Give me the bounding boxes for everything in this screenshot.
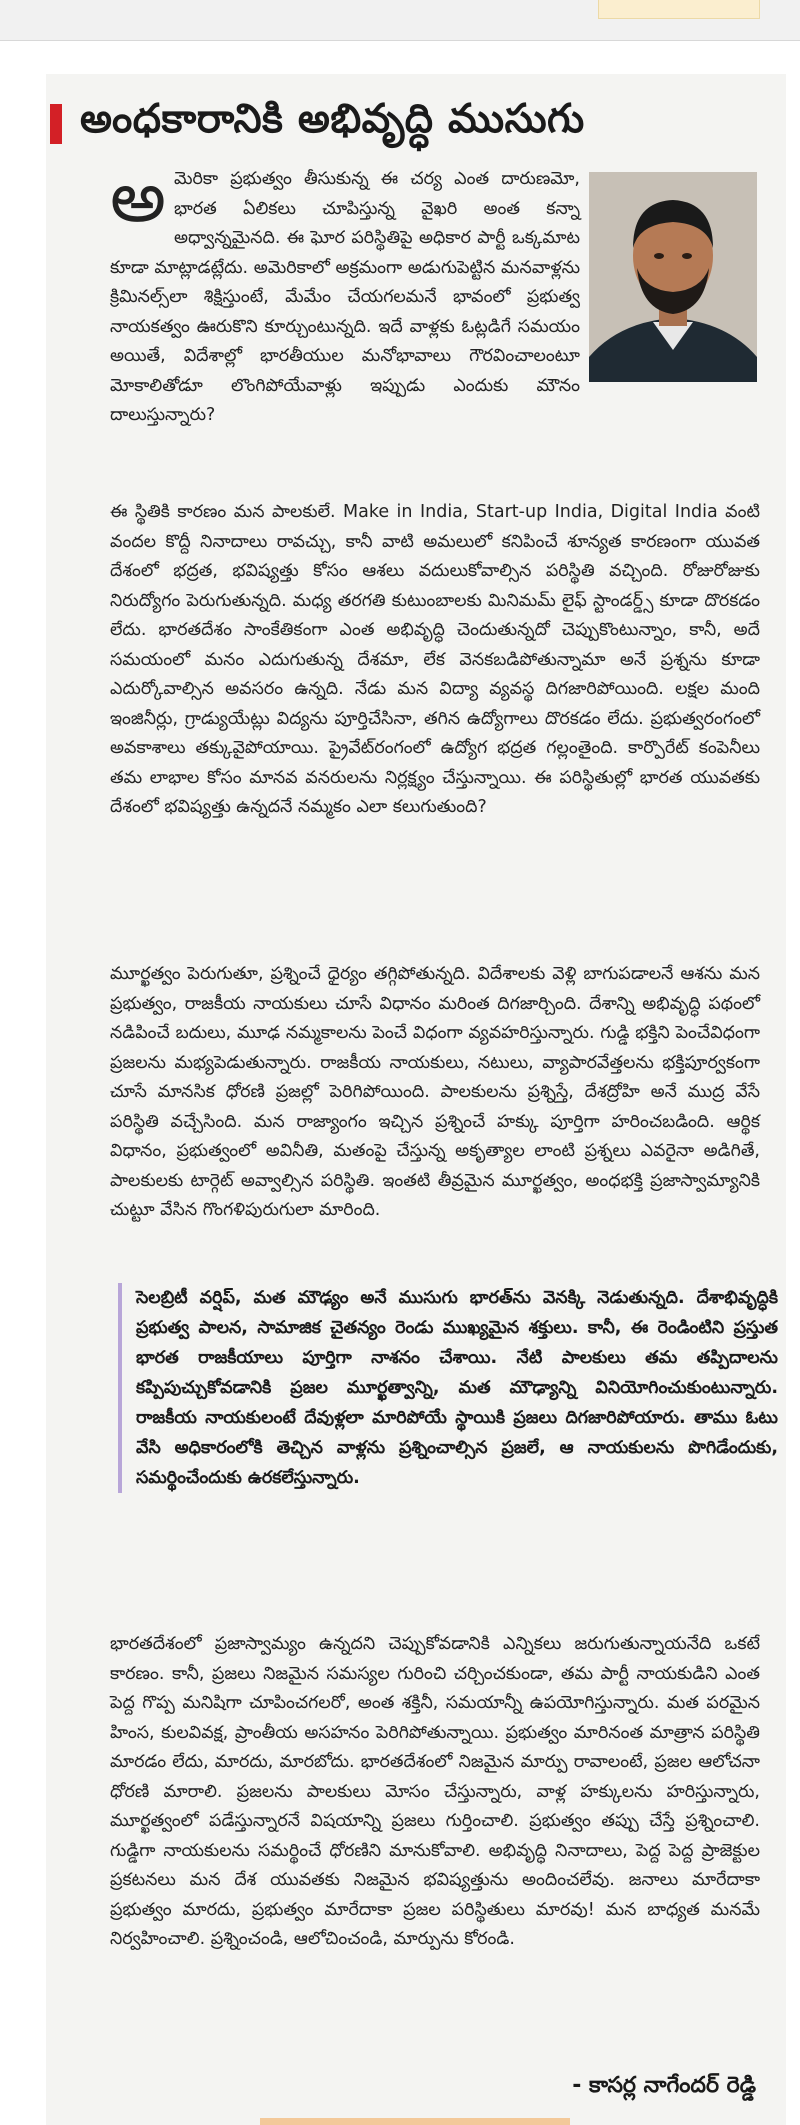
headline-accent-bar [50, 104, 62, 144]
pull-quote: సెలబ్రిటీ వర్షిప్, మత మౌఢ్యం అనే ముసుగు భారత్‌ను వెనక్కి నెడుతున్నది. దేశాభివృద్ధికి ప్రభుత్వ పాలన, సామాజిక చైతన్యం రెండు ముఖ్యమైన శక్తులు. కానీ, ఈ రెండింటిని ప్రస్తుత భారత రాజకీయాలు పూర్తిగా నాశనం చేశాయి. నేటి పాలకులు తమ తప్పిదాలను కప్పిపుచ్చుకోవడానికి ప్రజల మూర్ఖత్వాన్ని, మత మౌఢ్యాన్ని వినియోగించుకుంటున్నారు. రాజకీయ నాయకులంటే దేవుళ్లలా మారిపోయే స్థాయికి ప్రజలు దిగజారిపోయారు. తాము ఓటు వేసి అధికారంలోకి తెచ్చిన వాళ్లను ప్రశ్నించాల్సిన ప్రజలే, ఆ నాయకులను పొగిడేందుకు, సమర్థించేందుకు ఉరకలేస్తున్నారు. [118, 1283, 778, 1493]
page-top-bar [0, 0, 800, 41]
paragraph-2: ఈ స్థితికి కారణం మన పాలకులే. Make in India, Start-up India, Digital India వంటి వందల కొద్దీ నినాదాలు రావచ్చు, కానీ వాటి అమలులో కనిపించే శూన్యత కారణంగా యువత దేశంలో భద్రత, భవిష్యత్తు కోసం ఆశలు వదులుకోవాల్సిన పరిస్థితి వచ్చింది. రోజురోజుకు నిరుద్యోగం పెరుగుతున్నది. మధ్య తరగతి కుటుంబాలకు మినిమమ్ లైఫ్ స్టాండర్డ్స్ కూడా దొరకడం లేదు. భారతదేశం సాంకేతికంగా ఎంత అభివృద్ధి చెందుతున్నదో చెప్పుకొంటున్నాం, కానీ, అదే సమయంలో మనం ఎదుగుతున్న దేశమా, లేక వెనకబడిపోతున్నామా అనే ప్రశ్నను కూడా ఎదుర్కోవాల్సిన అవసరం ఉన్నది. నేడు మన విద్యా వ్యవస్థ దిగజారిపోయింది. లక్షల మంది ఇంజినీర్లు, గ్రాడ్యుయేట్లు విద్యను పూర్తిచేసినా, తగిన ఉద్యోగాలు దొరకడం లేదు. ప్రభుత్వరంగంలో అవకాశాలు తక్కువైపోయాయి. ప్రైవేట్‌రంగంలో ఉద్యోగ భద్రత గల్లంతైంది. కార్పొరేట్ కంపెనీలు తమ లాభాల కోసం మానవ వనరులను నిర్లక్ష్యం చేస్తున్నాయి. ఈ పరిస్థితుల్లో భారత యువతకు దేశంలో భవిష్యత్తు ఉన్నదనే నమ్మకం ఎలా కలుగుతుంది? [110, 502, 760, 817]
footer-strip [260, 2118, 570, 2125]
article-headline [50, 96, 585, 152]
headline-text: అంధకారానికి అభివృద్ధి ముసుగు [80, 96, 585, 142]
ad-banner[interactable] [598, 0, 760, 19]
paragraph-1-text: మెరికా ప్రభుత్వం తీసుకున్న ఈ చర్య ఎంత దారుణమో, భారత ఏలికలు చూపిస్తున్న వైఖరి అంత కన్నా అధ్వాన్నమైనది. ఈ ఘోర పరిస్థితిపై అధికార పార్టీ ఒక్కమాట కూడా మాట్లాడట్లేదు. అమెరికాలో అక్రమంగా అడుగుపెట్టిన మనవాళ్లను క్రిమినల్స్‌లా శిక్షిస్తుంటే, మేమేం చేయగలమనే భావంలో ప్రభుత్వ నాయకత్వం ఊరుకొని కూర్చుంటున్నది. ఇదే వాళ్లకు ఓట్లడిగే సమయం అయితే, విదేశాల్లో భారతీయుల మనోభావాలు గౌరవించాలంటూ మోకాలితోడూ లొంగిపోయేవాళ్లు ఇప్పుడు ఎందుకు మౌనం దాలుస్తున్నారు? [110, 169, 580, 425]
paragraph-3: మూర్ఖత్వం పెరుగుతూ, ప్రశ్నించే ధైర్యం తగ్గిపోతున్నది. విదేశాలకు వెళ్లి బాగుపడాలనే ఆశను మన ప్రభుత్వం, రాజకీయ నాయకులు చూసే విధానం మరింత దిగజార్చింది. దేశాన్ని అభివృద్ధి పథంలో నడిపించే బదులు, మూఢ నమ్మకాలను పెంచే విధంగా వ్యవహరిస్తున్నారు. గుడ్డి భక్తిని పెంచేవిధంగా ప్రజలను మభ్యపెడుతున్నారు. రాజకీయ నాయకులు, నటులు, వ్యాపారవేత్తలను భక్తిపూర్వకంగా చూసే మానసిక ధోరణి ప్రజల్లో పెరిగిపోయింది. పాలకులను ప్రశ్నిస్తే, దేశద్రోహి అనే ముద్ర వేసే పరిస్థితి వచ్చేసింది. మన రాజ్యాంగం ఇచ్చిన ప్రశ్నించే హక్కు పూర్తిగా హరించబడింది. ఆర్థిక విధానం, ప్రభుత్వంలో అవినీతి, మతంపై చేస్తున్న అకృత్యాల లాంటి ప్రశ్నలు ఎవరైనా అడిగితే, పాలకులకు టార్గెట్ అవ్వాల్సిన పరిస్థితి. ఇంతటి తీవ్రమైన మూర్ఖత్వం, అంధభక్తి ప్రజాస్వామ్యానికి చుట్టూ వేసిన గొంగళిపురుగులా మారింది. [110, 964, 760, 1220]
author-portrait-icon [589, 172, 757, 382]
author-byline: - కాసర్ల నాగేందర్ రెడ్డి [572, 2073, 756, 2098]
paragraph-1 [110, 156, 580, 431]
drop-cap: అ [110, 156, 166, 238]
author-photo [589, 172, 757, 382]
paragraph-4: భారతదేశంలో ప్రజాస్వామ్యం ఉన్నదని చెప్పుకోవడానికి ఎన్నికలు జరుగుతున్నాయనేది ఒకటే కారణం. కానీ, ప్రజలు నిజమైన సమస్యల గురించి చర్చించకుండా, తమ పార్టీ నాయకుడిని ఎంత పెద్ద గొప్ప మనిషిగా చూపించగలరో, అంత శక్తినీ, సమయాన్నీ ఉపయోగిస్తున్నారు. మత పరమైన హింస, కులవివక్ష, ప్రాంతీయ అసహనం పెరిగిపోతున్నాయి. ప్రభుత్వం మారినంత మాత్రాన పరిస్థితి మారడం లేదు, మారదు, మారబోదు. భారతదేశంలో నిజమైన మార్పు రావాలంటే, ప్రజల ఆలోచనా ధోరణి మారాలి. ప్రజలను పాలకులు మోసం చేస్తున్నారు, వాళ్ల హక్కులను హరిస్తున్నారు, మూర్ఖత్వంలో పడేస్తున్నారనే విషయాన్ని ప్రజలు గుర్తించాలి. ప్రభుత్వం తప్పు చేస్తే ప్రశ్నించాలి. గుడ్డిగా నాయకులను సమర్థించే ధోరణిని మానుకోవాలి. అభివృద్ధి నినాదాలు, పెద్ద పెద్ద ప్రాజెక్టుల ప్రకటనలు మన దేశ యువతకు నిజమైన భవిష్యత్తును అందించలేవు. జనాలు మారేదాకా ప్రభుత్వం మారదు, ప్రభుత్వం మారేదాకా ప్రజల పరిస్థితులు మారవు! మన బాధ్యత మనమే నిర్వహించాలి. ప్రశ్నించండి, ఆలోచించండి, మార్పును కోరండి. [110, 1634, 760, 1949]
